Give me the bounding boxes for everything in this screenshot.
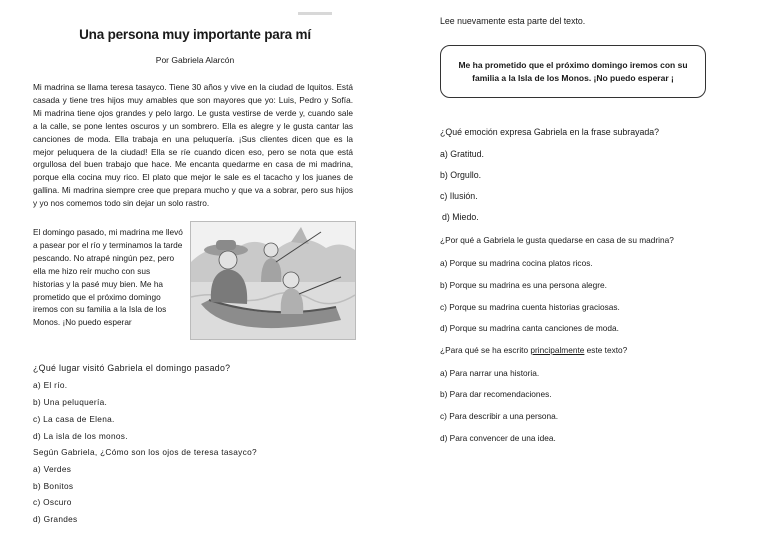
- question-4: ¿Por qué a Gabriela le gusta quedarse en casa de su madrina?: [440, 235, 674, 245]
- story-paragraph-2: El domingo pasado, mi madrina me llevó a pasear por el río y terminamos la tarde pescando. No atrapé ningún pez, pero ella me hizo reír mucho con sus historias y la pasé muy bien. Me ha prometido que el próximo domingo iremos con su familia a la Isla de los Monos. ¡No puedo esperar: [33, 227, 183, 328]
- question-1-option-d: d) La isla de los monos.: [33, 431, 128, 441]
- question-2-option-b: b) Bonitos: [33, 481, 74, 491]
- question-5-option-b: b) Para dar recomendaciones.: [440, 389, 552, 399]
- reread-instruction: Lee nuevamente esta parte del texto.: [440, 16, 586, 26]
- question-2-option-a: a) Verdes: [33, 464, 72, 474]
- boat-fishing-illustration: [190, 221, 356, 340]
- question-3-option-c: c) Ilusión.: [440, 191, 478, 201]
- question-4-option-b: b) Porque su madrina es una persona alegre.: [440, 280, 607, 290]
- question-2-option-c: c) Oscuro: [33, 497, 72, 507]
- question-3-option-b: b) Orgullo.: [440, 170, 482, 180]
- question-1: ¿Qué lugar visitó Gabriela el domingo pasado?: [33, 363, 231, 373]
- question-1-option-b: b) Una peluquería.: [33, 397, 108, 407]
- page-top-marker: [298, 12, 332, 15]
- question-1-option-c: c) La casa de Elena.: [33, 414, 115, 424]
- question-3-option-d: d) Miedo.: [442, 212, 479, 222]
- question-1-option-a: a) El río.: [33, 380, 68, 390]
- question-2-option-d: d) Grandes: [33, 514, 78, 524]
- question-3: ¿Qué emoción expresa Gabriela en la frase subrayada?: [440, 127, 660, 137]
- question-5-start: ¿Para qué se ha escrito: [440, 345, 531, 355]
- question-5-underlined-word: principalmente: [530, 345, 585, 355]
- question-4-option-a: a) Porque su madrina cocina platos ricos.: [440, 258, 593, 268]
- quote-text: Me ha prometido que el próximo domingo iremos con su familia a la Isla de los Monos. ¡No puedo esperar ¡: [458, 59, 688, 83]
- question-5-option-c: c) Para describir a una persona.: [440, 411, 559, 421]
- story-title: Una persona muy importante para mí: [79, 27, 311, 42]
- question-3-option-a: a) Gratitud.: [440, 149, 485, 159]
- question-5-end: este texto?: [584, 345, 628, 355]
- story-author: Por Gabriela Alarcón: [155, 55, 235, 65]
- quote-box: [440, 45, 706, 98]
- question-2: Según Gabriela, ¿Cómo son los ojos de teresa tasayco?: [33, 447, 257, 457]
- question-5-option-d: d) Para convencer de una idea.: [440, 433, 556, 443]
- question-5: [440, 345, 627, 355]
- question-4-option-c: c) Porque su madrina cuenta historias graciosas.: [440, 302, 620, 312]
- question-5-option-a: a) Para narrar una historia.: [440, 368, 540, 378]
- story-paragraph-1: Mi madrina se llama teresa tasayco. Tiene 30 años y vive en la ciudad de Iquitos. Está casada y tiene tres hijos muy amables que son mayores que yo: Luis, Pedro y Sofía. Mi madrina tiene ojos grandes y pelo largo. Le gusta vestirse de verde y, cuando sale a la calle, se pone lentes oscuros y un sombrero. Ella es alegre y le gusta cantar las canciones de moda. Ella trabaja en una peluquería. ¡Sus clientes dicen que es la mejor peluquera de la ciudad! Ella se ríe cuando dicen eso, pero se nota que está orgullosa del buen trabajo que hace. Me encanta quedarme en casa de mi madrina, porque ella cocina muy rico. El plato que mejor le sale es el tacacho y los juanes de gallina. Mi madrina siempre cree que prepara mucho y que va a sobrar, pero sus hijos y yo nos comemos todo sin dejar un solo rastro.: [33, 82, 353, 209]
- question-4-option-d: d) Porque su madrina canta canciones de moda.: [440, 323, 619, 333]
